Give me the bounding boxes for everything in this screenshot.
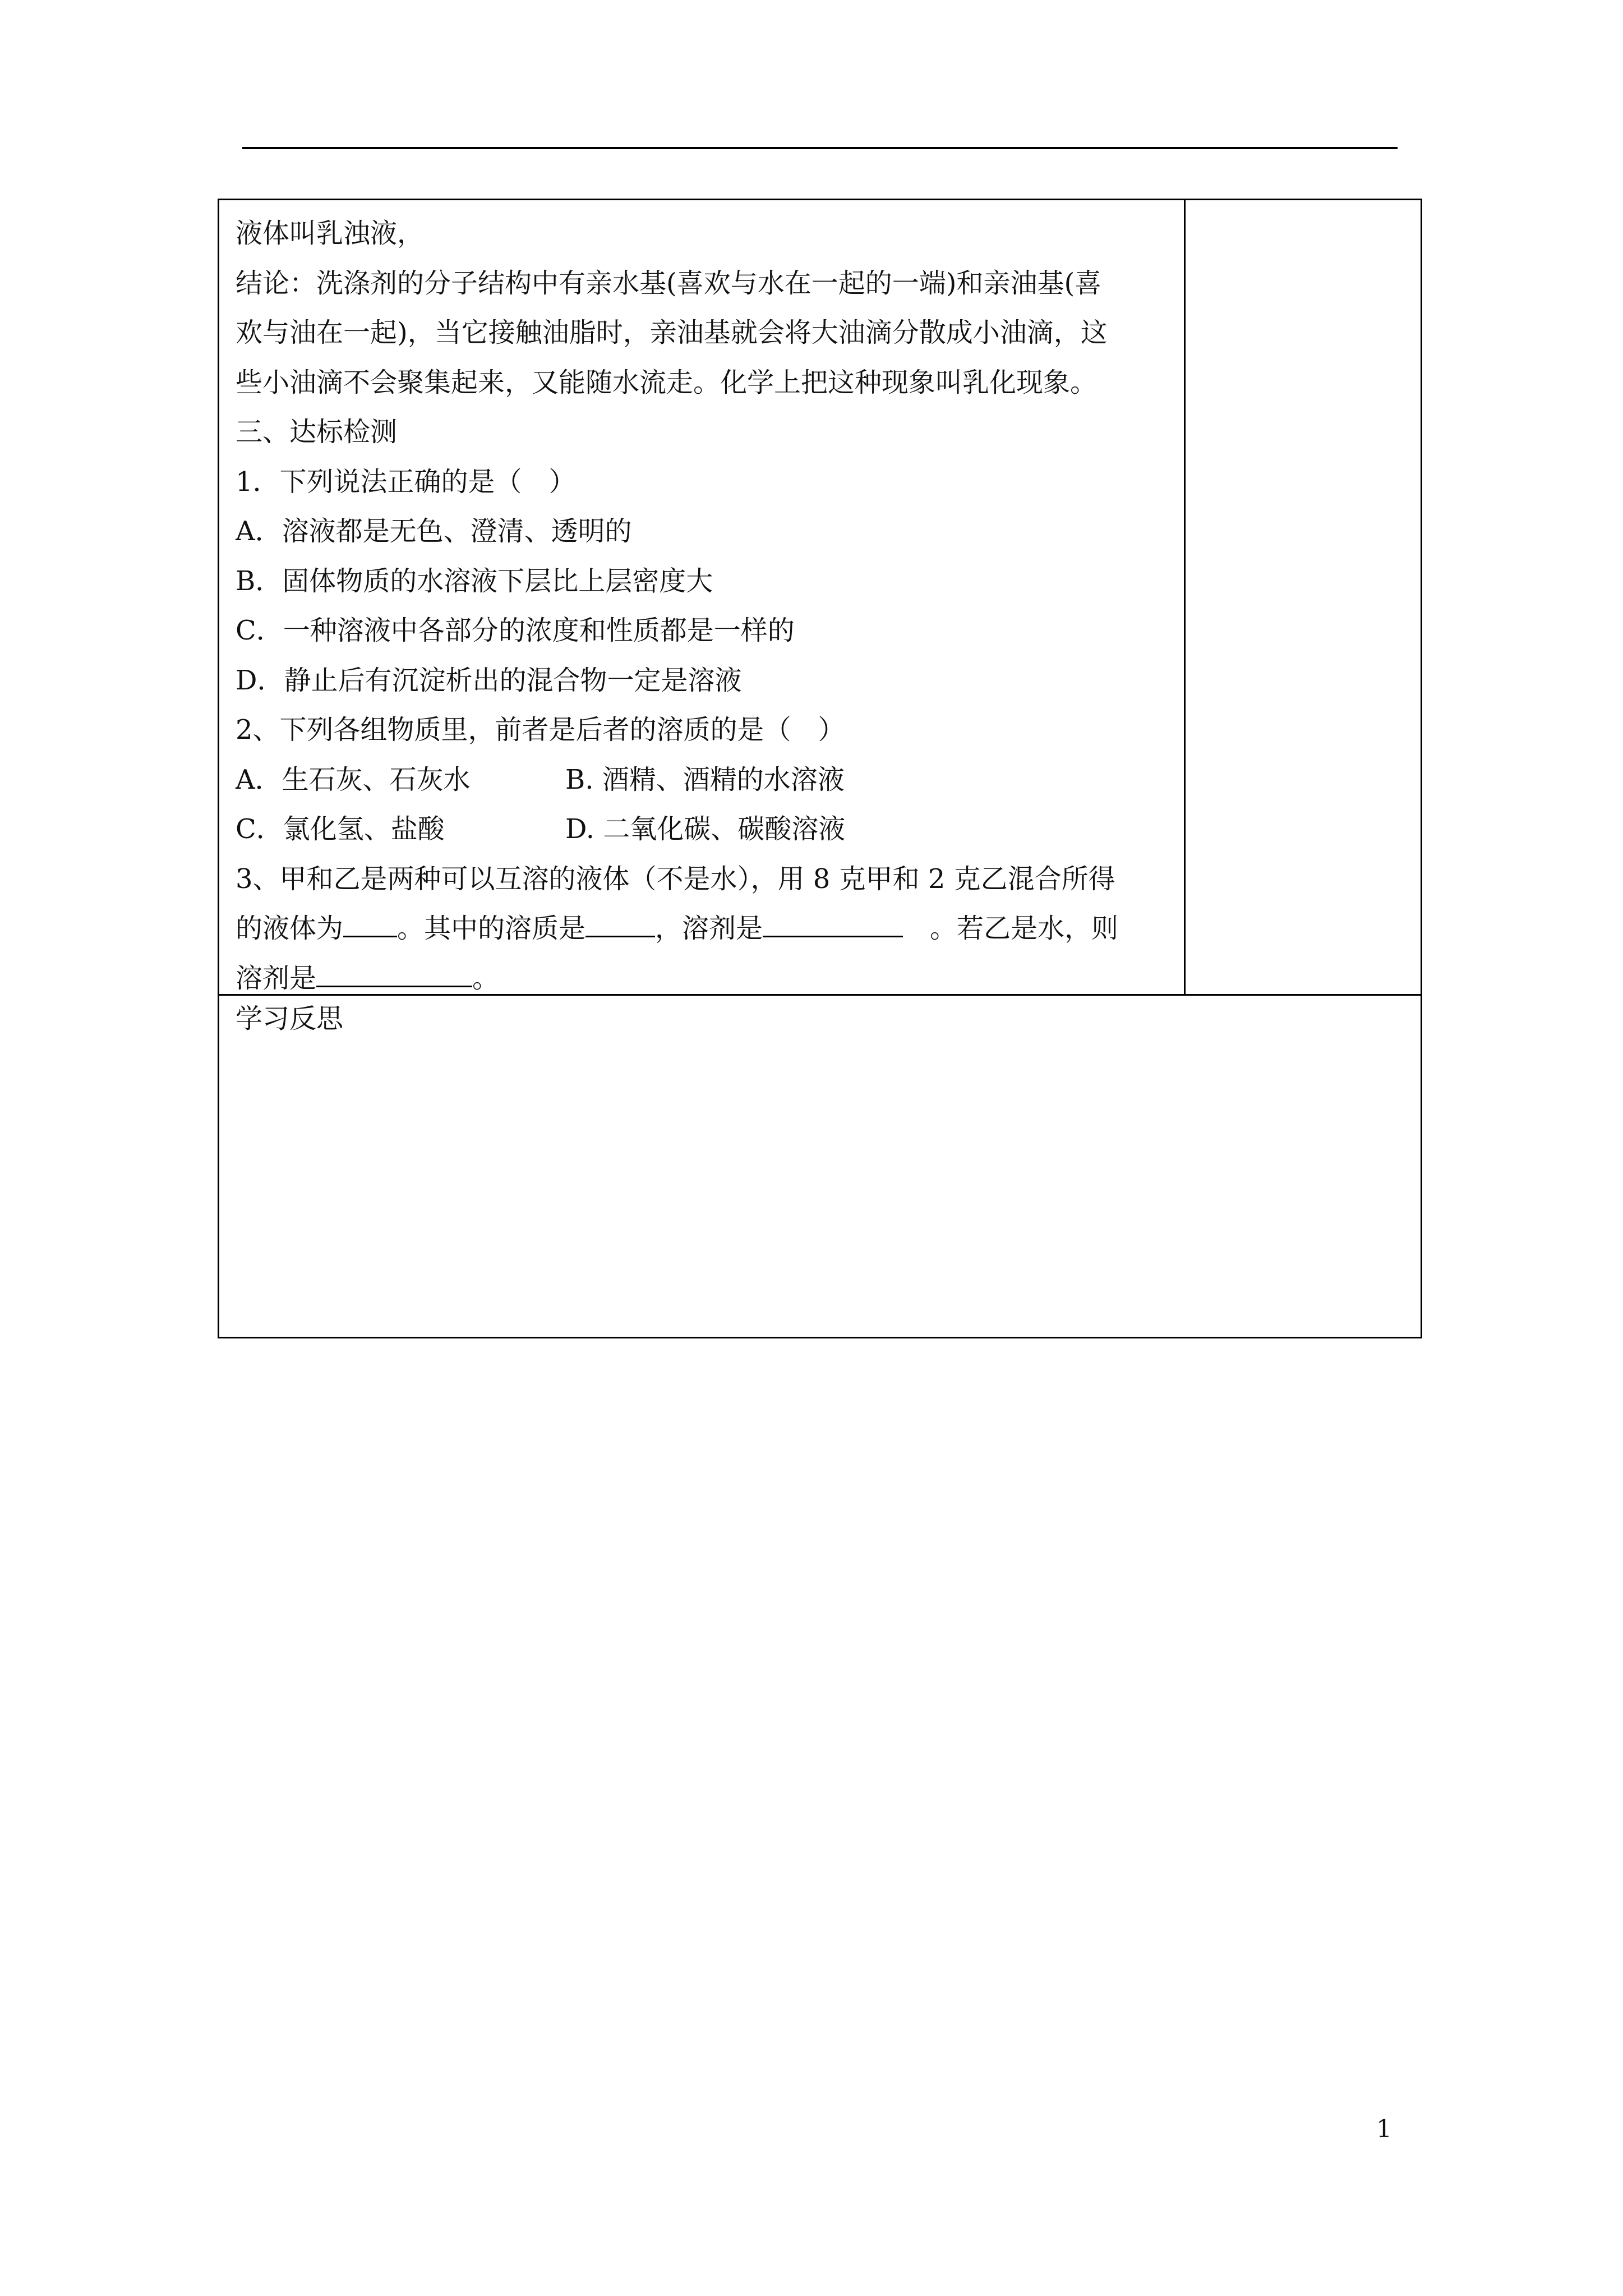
section-heading: 三、达标检测 (236, 416, 398, 448)
table-column-divider (1184, 199, 1186, 995)
text-line: 些小油滴不会聚集起来，又能随水流走。化学上把这种现象叫乳化现象。 (236, 366, 1098, 398)
text-line: 液体叫乳浊液， (236, 218, 425, 249)
answer-blank[interactable] (763, 907, 903, 937)
page-number: 1 (1376, 2115, 1392, 2143)
question-2-options-row-2 (236, 804, 1172, 854)
question-3-text: 溶剂是 (236, 962, 317, 994)
question-2-option-b: B. 酒精、酒精的水溶液 (565, 763, 845, 795)
question-3-stem: 3、甲和乙是两种可以互溶的液体（不是水），用 8 克甲和 2 克乙混合所得 (236, 863, 1115, 895)
question-3-text: ，溶剂是 (655, 913, 763, 944)
question-1-option-c: C．一种溶液中各部分的浓度和性质都是一样的 (236, 615, 795, 646)
question-2-option-a: A．生石灰、石灰水 (236, 763, 471, 795)
conclusion-line: 结论：洗涤剂的分子结构中有亲水基(喜欢与水在一起的一端)和亲油基(喜 (236, 267, 1102, 299)
question-3-fill-line (236, 954, 1172, 1004)
question-3-text: 。 (472, 962, 500, 994)
reflection-label: 学习反思 (236, 1003, 344, 1034)
worksheet-content (236, 209, 1172, 1003)
question-2-options-row-1 (236, 755, 1172, 805)
answer-blank[interactable] (343, 907, 397, 937)
question-1-stem: 1．下列说法正确的是（ ） (236, 466, 576, 498)
question-1-option-a: A．溶液都是无色、澄清、透明的 (236, 516, 632, 547)
question-3-text: 。其中的溶质是 (397, 913, 586, 944)
question-2-stem: 2、下列各组物质里，前者是后者的溶质的是（ ） (236, 714, 845, 746)
question-1-option-b: B．固体物质的水溶液下层比上层密度大 (236, 565, 713, 597)
question-1-option-d: D．静止后有沉淀析出的混合物一定是溶液 (236, 664, 742, 696)
question-3-text: 的液体为 (236, 913, 344, 944)
answer-blank[interactable] (316, 956, 472, 987)
question-3-fill-line (236, 904, 1172, 954)
text-line: 欢与油在一起)，当它接触油脂时，亲油基就会将大油滴分散成小油滴，这 (236, 317, 1108, 348)
question-2-option-d: D. 二氧化碳、碳酸溶液 (565, 813, 846, 845)
question-2-option-c: C．氯化氢、盐酸 (236, 813, 445, 845)
header-rule (242, 147, 1398, 149)
question-3-text: 。若乙是水，则 (903, 913, 1119, 944)
answer-blank[interactable] (585, 907, 655, 937)
